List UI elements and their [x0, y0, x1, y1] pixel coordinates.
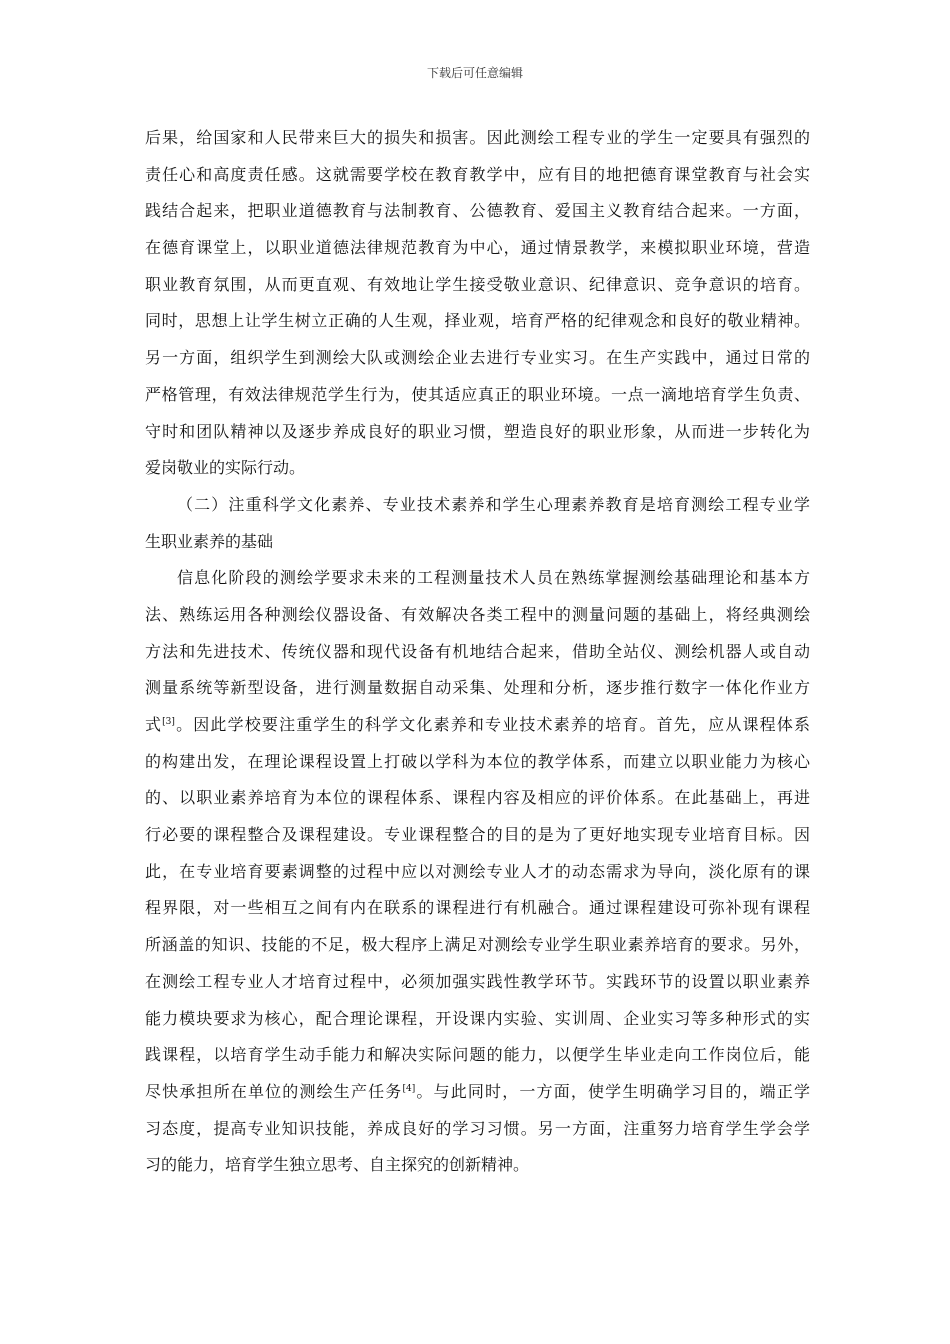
paragraph-line: 在测绘工程专业人才培育过程中，必须加强实践性教学环节。实践环节的设置以职业素养	[145, 971, 810, 991]
paragraph-line: 同时，思想上让学生树立正确的人生观，择业观，培育严格的纪律观念和良好的敬业精神。	[145, 311, 810, 331]
line-text: 。与此同时，一方面，使学生明确学习目的，端正学	[415, 1081, 810, 1101]
paragraph-line: 所涵盖的知识、技能的不足，极大程序上满足对测绘专业学生职业素养培育的要求。另外，	[145, 935, 810, 955]
paragraph-line: 爱岗敬业的实际行动。	[145, 458, 306, 478]
page-header: 下载后可任意编辑	[426, 66, 523, 80]
paragraph-line: 守时和团队精神以及逐步养成良好的职业习惯，塑造良好的职业形象，从而进一步转化为	[145, 421, 810, 441]
paragraph-line: 程界限，对一些相互之间有内在联系的课程进行有机融合。通过课程建设可弥补现有课程	[145, 898, 810, 918]
paragraph-line: 信息化阶段的测绘学要求未来的工程测量技术人员在熟练掌握测绘基础理论和基本方	[177, 568, 810, 588]
paragraph-line: 践结合起来，把职业道德教育与法制教育、公德教育、爱国主义教育结合起来。一方面，	[145, 201, 810, 221]
line-text: 。因此学校要注重学生的科学文化素养和专业技术素养的培育。首先，应从课程体系	[174, 715, 810, 734]
paragraph-line: 后果，给国家和人民带来巨大的损失和损害。因此测绘工程专业的学生一定要具有强烈的	[145, 128, 810, 147]
citation-4: [4]	[402, 1083, 416, 1094]
paragraph-line: 在德育课堂上，以职业道德法律规范教育为中心，通过情景教学，来模拟职业环境，营造	[145, 238, 810, 258]
paragraph-line: 行必要的课程整合及课程建设。专业课程整合的目的是为了更好地实现专业培育目标。因	[145, 825, 810, 845]
paragraph-line: 的构建出发，在理论课程设置上打破以学科为本位的教学体系，而建立以职业能力为核心	[145, 751, 810, 771]
line-text: 式	[145, 715, 163, 734]
paragraph-line: 践课程，以培育学生动手能力和解决实际问题的能力，以便学生毕业走向工作岗位后，能	[145, 1045, 810, 1065]
paragraph-line-with-citation	[145, 1074, 810, 1111]
citation-3: [3]	[162, 717, 175, 727]
line-text: 尽快承担所在单位的测绘生产任务	[145, 1081, 403, 1101]
paragraph-line-with-citation	[145, 707, 810, 744]
paragraph-line: 责任心和高度责任感。这就需要学校在教育教学中，应有目的地把德育课堂教育与社会实	[145, 164, 810, 184]
section-heading-line: 生职业素养的基础	[145, 531, 274, 551]
paragraph-line: 法、熟练运用各种测绘仪器设备、有效解决各类工程中的测量问题的基础上，将经典测绘	[145, 604, 810, 624]
body-text	[145, 120, 810, 1184]
paragraph-line: 习态度，提高专业知识技能，养成良好的学习习惯。另一方面，注重努力培育学生学会学	[145, 1118, 810, 1138]
paragraph-line: 的、以职业素养培育为本位的课程体系、课程内容及相应的评价体系。在此基础上，再进	[145, 788, 810, 808]
paragraph-line: 习的能力，培育学生独立思考、自主探究的创新精神。	[145, 1155, 530, 1175]
paragraph-line: 严格管理，有效法律规范学生行为，使其适应真正的职业环境。一点一滴地培育学生负责、	[145, 384, 810, 404]
paragraph-line: 能力模块要求为核心，配合理论课程，开设课内实验、实训周、企业实习等多种形式的实	[145, 1008, 810, 1028]
paragraph-line: 方法和先进技术、传统仪器和现代设备有机地结合起来，借助全站仪、测绘机器人或自动	[145, 641, 810, 661]
paragraph-line: 另一方面，组织学生到测绘大队或测绘企业去进行专业实习。在生产实践中，通过日常的	[145, 348, 810, 368]
paragraph-line: 测量系统等新型设备，进行测量数据自动采集、处理和分析，逐步推行数字一体化作业方	[145, 678, 810, 698]
paragraph-line: 职业教育氛围，从而更直观、有效地让学生接受敬业意识、纪律意识、竞争意识的培育。	[145, 274, 810, 294]
section-heading-line: （二）注重科学文化素养、专业技术素养和学生心理素养教育是培育测绘工程专业学	[177, 494, 810, 514]
paragraph-line: 此，在专业培育要素调整的过程中应以对测绘专业人才的动态需求为导向，淡化原有的课	[145, 861, 810, 881]
